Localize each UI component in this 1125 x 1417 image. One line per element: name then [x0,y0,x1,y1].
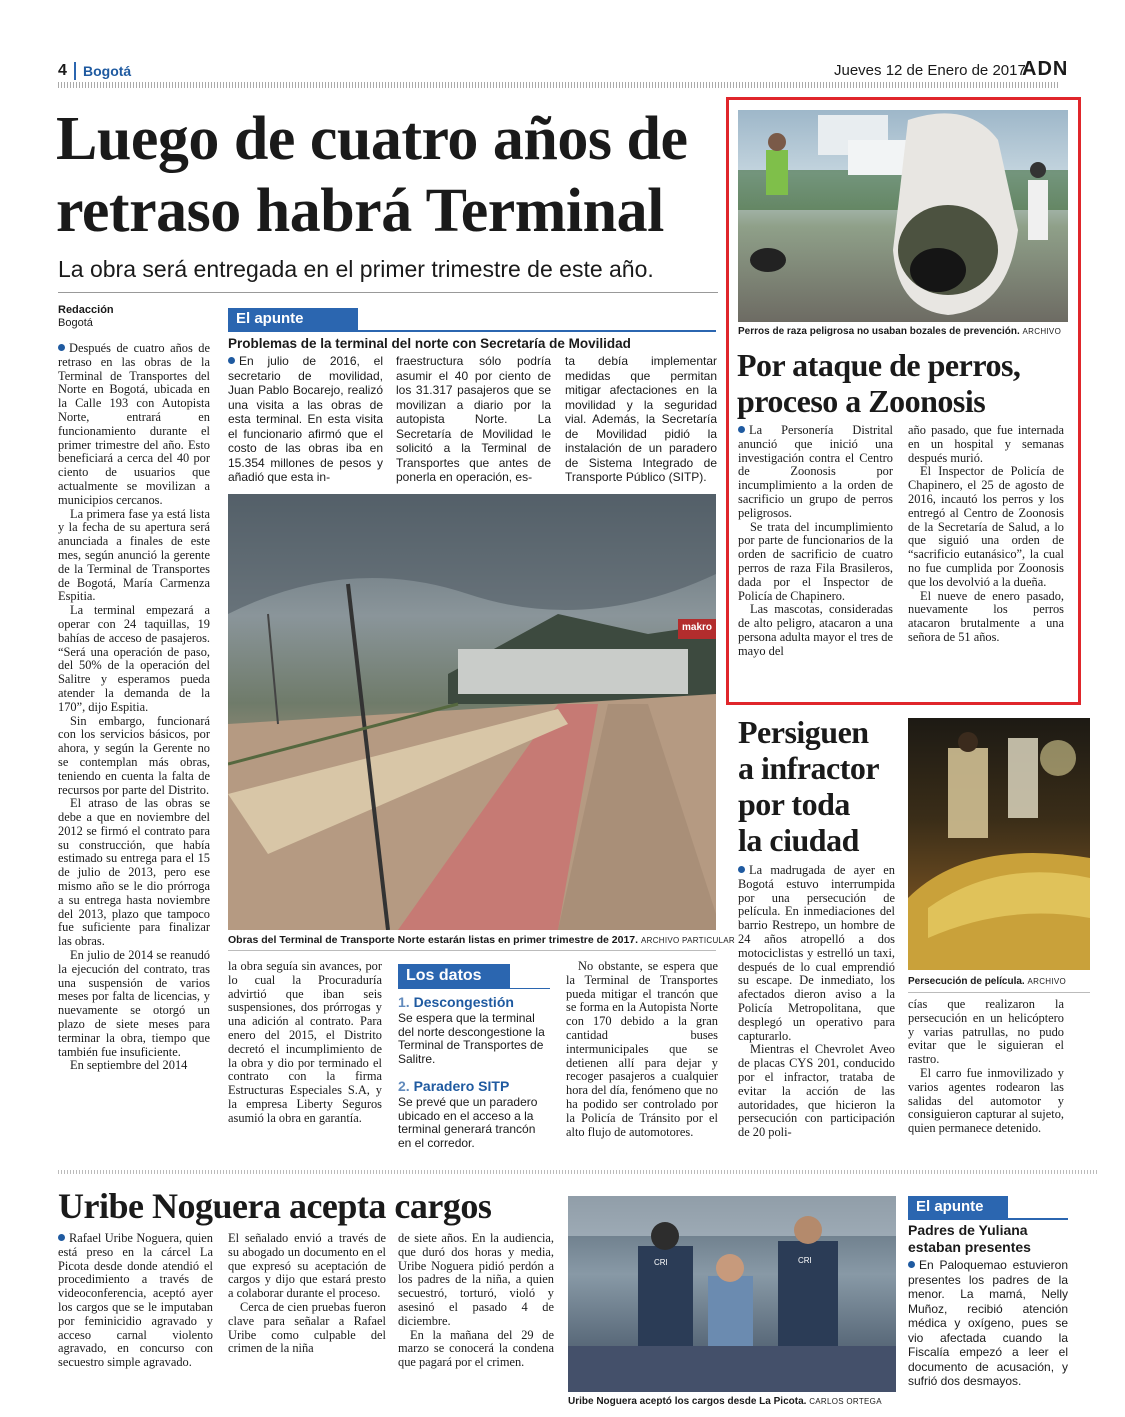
vest-label-right: CRI [798,1256,812,1265]
main-col1-p5: El atraso de las obras se debe a que en noviembre del 2012 se firmó el contrato para su construcción, que había estimado su entrega para el 15 de julio de 2013, pero ese mismo año se le dio prórroga a su entrega hasta noviembre del 2013, plazo que tampoco fue suficiente para finalizar las obras. [58,796,210,949]
header-rule [58,82,1058,88]
header-divider [74,62,76,80]
bullet-icon [738,426,745,433]
uribe-apunte-rule [908,1218,1068,1220]
apunte-col3: ta debía implementar medidas que permitan mitigar afectaciones en la movilidad y la seguridad vial. Además, la Secretaría de Movilidad pidió la instalación de un paradero de Sistema Integrado de Transporte Público (SITP). [565,354,717,484]
datos-item-2 [398,1078,552,1150]
datos-2-text: Se prevé que un paradero ubicado en el acceso a la terminal generará trancón en el corredor. [398,1095,538,1150]
persecucion-caption-rule [908,992,1090,993]
datos-label: Los datos [398,964,510,988]
persecucion-photo-caption: Persecución de película. ARCHIVO [908,976,1067,987]
vest-label-left: CRI [654,1258,668,1267]
uribe-col3: de siete años. En la audiencia, que duró dos horas y media, Uribe Noguera pidió perdón a los padres de la niña, a quien secuestró, torturó, violó y asesinó el pasado 4 de diciembre. En la mañana del 29 de marzo se conocerá la condena que pagará por el crimen. [398,1231,554,1370]
perros-col2: año pasado, que fue internada en un hospital y semanas después murió. El Inspector de Policía de Chapinero, el 25 de agosto de 2016, incautó los perros y los entregó al Centro de Zoonosis de la Secretaría de Salud, a lo que siguió una orden de “sacrificio eutanásico”, la cual no fue cumplida por Zoonosis que los devolvió a la dueña. El nueve de enero pasado, nuevamente los perros atacaron brutalmente a una señora de 51 años. [908,423,1064,644]
perros-col1: La Personería Distrital anunció que inició una investigación contra el Centro de Zoonosis por incumplimiento a la orden de sacrificio un grupo de perros peligrosos. Se trata del incumplimiento por parte de funcionarios de la orden de sacrificio de cuatro perros de raza Fila Brasileros, dada por el Inspector de Policía de Chapinero. Las mascotas, consideradas de alto peligro, atacaron a una persona adulta mayor el tres de mayo del [738,423,893,658]
main-col1-p4: Sin embargo, funcionará con los servicios básicos, por ahora, y según la Gerente no se contemplan más obras, teniendo en cuenta la falta de recursos por parte del Distrito. [58,713,210,797]
perros-headline-line2: proceso a Zoonosis [737,383,986,419]
byline-city: Bogotá [58,317,93,329]
main-col1-p3: La terminal empezará a operar con 24 taquillas, 19 bahías de acceso de pasajeros. “Será una operación de paso, del 50% de la operación del Salitre y esperamos pueda atender la demanda de la 170”, dijo Espitia. [58,603,210,714]
main-col4-bottom: No obstante, se espera que la Terminal de Transportes pueda mitigar el trancón que se forma en la Autopista Norte con 170 debido a la gran cantidad buses intermunicipales que se detienen allí para dejar y recoger pasajeros a cualquier hora del día, fenómeno que no ha podido ser controlado por la Policía de Tránsito por el alto flujo de automotores. [566,959,718,1139]
terminal-photo-svg [228,494,716,930]
main-subhead: La obra será entregada en el primer trimestre de este año. [58,256,654,282]
bullet-icon [58,344,65,351]
persecucion-photo-svg [908,718,1090,970]
persiguen-col1: La madrugada de ayer en Bogotá estuvo interrumpida por una persecución de película. En inmediaciones del barrio Restrepo, un hombre de 24 años atropelló a dos motociclistas y estrelló un taxi, después de lo cual emprendió su escape. De inmediato, los afectados dieron aviso a la Policía Metropolitana, que desplegó un operativo para capturarlo. Mientras el Chevrolet Aveo de placas CYS 201, conducido por el infractor, trataba de evitar la acción de las autoridades, que hicieron la persecución con participación de 20 poli- [738,863,895,1140]
terminal-photo-caption: Obras del Terminal de Transporte Norte estarán listas en primer trimestre de 2017. ARCHIVO PARTICULAR [228,934,735,946]
caption-rule [228,950,716,951]
main-col1-p6: En julio de 2014 se reanudó la ejecución del contrato, tras una suspensión de varios meses por falta de licencias, y nuevamente se otorgó un plazo de siete meses para terminar la obra, tiempo que también fue insuficiente. [58,948,210,1059]
uribe-apunte-label: El apunte [908,1196,1008,1218]
uribe-col1: Rafael Uribe Noguera, quien está preso en la cárcel La Picota desde donde atendió el procedimiento a través de videoconferencia, aceptó ayer los cargos que se le imputaban por feminicidio agravado y acceso carnal violento agravado, en concurso con secuestro simple agravado. [58,1231,213,1370]
bullet-icon [228,357,235,364]
makro-sign: makro [682,622,713,633]
main-col1 [58,342,210,1073]
persecucion-photo [908,718,1090,970]
datos-1-title: Descongestión [413,994,514,1010]
terminal-photo [228,494,716,930]
bullet-icon [738,866,745,873]
apunte-rule [228,330,716,332]
main-col1-p1: Después de cuatro años de retraso en las obras de la Terminal de Transportes del Norte en Bogotá, ubicada en la Calle 193 con Autopista Norte, entrará en funcionamiento durante el primer trimestre del año. Esto beneficiará a cerca del 40 por ciento de usuarios que actualmente se movilizan a municipios cercanos. [58,341,210,507]
apunte-label: El apunte [228,308,358,330]
datos-rule [398,988,550,989]
main-col1-p2: La primera fase ya está lista y la fecha de su apertura será anunciada a finales de este mes, según anunció la gerente de la Terminal de Transportes de Bogotá, María Carmenza Espitia. [58,506,210,604]
bullet-icon [58,1234,65,1241]
section-name: Bogotá [83,63,132,79]
uribe-photo-caption: Uribe Noguera aceptó los cargos desde La Picota. CARLOS ORTEGA [568,1396,882,1407]
uribe-top-rule [58,1170,1098,1174]
bullet-icon [908,1261,915,1268]
uribe-apunte-text: En Paloquemao estuvieron presentes los padres de la menor. La mamá, Nelly Muñoz, recibió atención médica y oxígeno, pues se vio afectada cuando la Fiscalía empezó a leer el documento de acusación, y sufrió dos desmayos. [908,1258,1068,1388]
persiguen-col2: cías que realizaron la persecución en un helicóptero y varias patrullas, no pudo evitar que le siguieran el rastro. El carro fue inmovilizado y varios agentes rodearon las salidas del automotor y consiguieron capturar al sujeto, quien permanece detenido. [908,997,1064,1136]
main-col2-bottom: la obra seguía sin avances, por lo cual la Procuraduría advirtió que iban seis suspensiones, dos prórrogas y una adición al contrato. Para enero del 2015, el Distrito decretó el incumplimiento de la obra y dio por terminado el contrato con la firma Estructuras Especiales S.A, y la empresa Liberty Seguros asumió la obra en garantía. [228,959,382,1125]
main-col1-p7: En septiembre del 2014 [70,1058,188,1073]
datos-2-num: 2. [398,1078,410,1094]
uribe-headline: Uribe Noguera acepta cargos [58,1186,492,1226]
brand-logo: ADN [1022,58,1069,80]
main-headline-line2: retraso habrá Terminal [56,177,664,245]
apunte-title: Problemas de la terminal del norte con Secretaría de Movilidad [228,336,631,351]
uribe-apunte-title: Padres de Yuliana estaban presentes [908,1222,1031,1255]
byline [58,304,114,330]
main-headline-line1: Luego de cuatro años de [56,105,688,173]
uribe-col2: El señalado envió a través de su abogado un documento en el que expresó su aceptación de cargos y dijo que estará presto a colaborar durante el proceso. Cerca de cien pruebas fueron clave para señalar a Rafael Uribe como culpable del crimen de la niña [228,1231,386,1356]
apunte-col2: fraestructura sólo podría asumir el 40 por ciento de los 31.317 pasajeros que se movilizan a diario por la autopista Norte. La Secretaría de Movilidad le solicitó a la Terminal de Transportes que antes de ponerla en operación, es- [396,354,551,484]
perros-photo-svg [738,110,1068,322]
header-date: Jueves 12 de Enero de 2017 [834,62,1026,79]
perros-photo [738,110,1068,322]
perros-headline-line1: Por ataque de perros, [737,347,1021,383]
uribe-photo-svg [568,1196,896,1392]
datos-2-title: Paradero SITP [413,1078,510,1094]
datos-1-num: 1. [398,994,410,1010]
apunte-col1: En julio de 2016, el secretario de movilidad, Juan Pablo Bocarejo, realizó una visita a las obras de esta terminal. En esta visita el funcionario afirmó que el costo de las obras iba en 15.354 millones de pesos y añadió que esta in- [228,354,383,484]
uribe-photo [568,1196,896,1392]
subhead-rule [58,292,718,293]
perros-photo-caption: Perros de raza peligrosa no usaban bozales de prevención. ARCHIVO [738,326,1062,337]
datos-item-1 [398,994,552,1066]
datos-1-text: Se espera que la terminal del norte descongestione la Terminal de Transportes de Salitre. [398,1011,545,1066]
persiguen-headline: Persiguen a infractor por toda la ciudad [738,714,880,858]
byline-author: Redacción [58,304,114,316]
page-number: 4 [58,62,67,79]
